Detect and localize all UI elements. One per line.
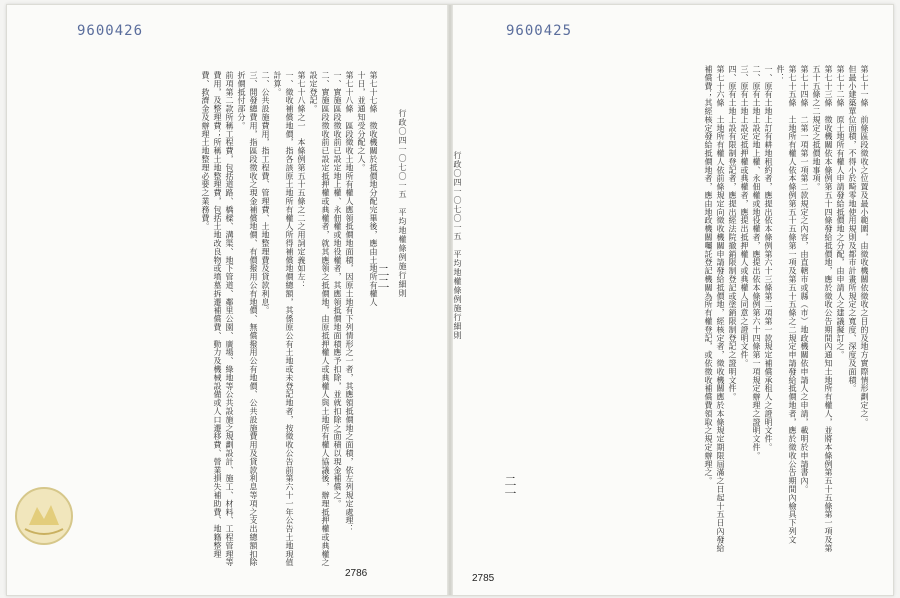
text-paragraph: 第七十八條之一 本條例第五十五條之二之用詞定義如左：	[297, 71, 306, 290]
text-paragraph: 十日，並通知受分配之人。	[357, 71, 366, 172]
text-paragraph: 第七十二條 原土地所有權人申請發給抵價地之分配，由申請人之建議擬訂之。	[836, 65, 845, 359]
text-paragraph: 三、原有土地上設定抵押權或典權者，應提出抵押權人或典權人同意之證明文件。	[740, 65, 749, 368]
text-paragraph: 第七十四條 二第一項第一項第二款規定之內容，由直轄市或縣（市）地政機關依申請人之申請，載明於申請書內。	[800, 65, 809, 494]
text-paragraph: 第七十五條 土地所有權人依本條例第五十五條第一項及第五十五條之二規定申請發給抵價地者，應於徵收公告期間內檢具下列文件：	[776, 65, 797, 544]
page-number-cjk: 二一	[503, 475, 517, 499]
archive-number: 9600426	[77, 23, 144, 39]
page-number-cjk: 二二	[376, 265, 390, 289]
text-paragraph: 第七十六條 土地所有權人依前條規定向徵收機關申請發給抵價地，經核定者，徵收機關應於本條規定期限屆滿之日起十五日內發給補償費；其經核定發給抵價地者，應由地政機關囑託登記機關為所有權登記，或依徵收補償費領取之規定辦理之。	[704, 65, 725, 553]
text-paragraph: 第七十七條 徵收機關於抵價地分配完畢後，應由土地所有權人	[369, 71, 378, 307]
text-paragraph: 一、實施區段徵收前已設定地上權、永佃權或地役權者，其應領抵價地面積應予扣除，並就扣除之面積以現金補償之。	[333, 71, 342, 508]
text-paragraph: 但最小建築單位面積，不得小於畸零地使用規則及都市計畫所規定之寬度、深度及面積。	[848, 65, 857, 393]
archive-number: 9600425	[506, 23, 573, 39]
right-page	[450, 5, 893, 595]
document-spread	[6, 4, 894, 596]
text-paragraph: 第七十八條 區段徵收土地所有權人應領抵價地面積，因原土地有下列情形之一者，其應領抵價地之面積，依左列規定處理：	[345, 71, 354, 533]
body-text	[526, 65, 870, 555]
text-paragraph: 三、開發總費用，指區段徵收之現金補償地價、有價撥用公有地價、無償撥用公有地價、公共設施費用及貸款利息等項之支出總額扣除折價抵付部分。	[237, 71, 258, 567]
seal-logo-icon	[13, 485, 75, 547]
text-paragraph: 二、公共設施費用，指工程費、管理費、土地整理費及貸款利息。	[261, 71, 270, 315]
text-paragraph: 二、實施區段徵收前已設定抵押權或典權者，就其應領之抵價地，由原抵押權人或典權人與土地所有權人協議後，辦理抵押權或典權之設定登記。	[309, 71, 330, 567]
text-paragraph: 一、原有土地上訂有耕地租約者，應提出依本條例第六十三條第二項第一款規定補償承租人之證明文件。	[764, 65, 773, 452]
text-paragraph: 四、原有土地上設有限制登記者，應提出經法院撤銷限制登記或塗銷限制登記之證明文件。	[728, 65, 737, 401]
text-paragraph: 第七十一條 前條區段徵收之位置及最小範圍，由徵收機關依徵收之目的及地方實際情形劃定之。	[860, 65, 869, 427]
running-head: 行政〇四一〇七〇一五 平均地權條例施行細則	[398, 109, 407, 298]
running-head: 行政〇四一〇七〇一五 平均地權條例施行細則	[453, 151, 462, 340]
text-paragraph: 一、徵收補償地價，指各該原土地所有權人所得補償地價總額，其係原公有土地或未登記地者，按徵收公告前第六十一年公告土地現值計算。	[273, 71, 294, 567]
folio-number: 2786	[345, 568, 368, 579]
folio-number: 2785	[472, 573, 495, 584]
text-paragraph: 二、原有土地上設定地上權、永佃權或地役權者，應提出依本條例第六十四條第一項規定辦理之證明文件。	[752, 65, 761, 460]
body-text	[39, 71, 379, 571]
text-paragraph: 前項第二款所稱工程費，包括道路、橋樑、溝渠、地下管道、鄰里公園、廣場、綠地等公共設施之規劃設計、施工、材料、工程管理等費用，及整理費；所稱土地整理費，包括土地改良物或墳墓拆遷補償費、動力及機械設備或人口遷移費、營業損失補助費、地籍整理費、救濟金及辦理土地整理必要之業務費。	[201, 71, 234, 567]
text-paragraph: 第七十三條 徵收機關依本條例第五十四條發給抵價地，應於徵收公告期間內通知土地所有權人，並將本條例第五十五條第一項及第五十五條之二規定之抵價地事項。	[812, 65, 833, 553]
